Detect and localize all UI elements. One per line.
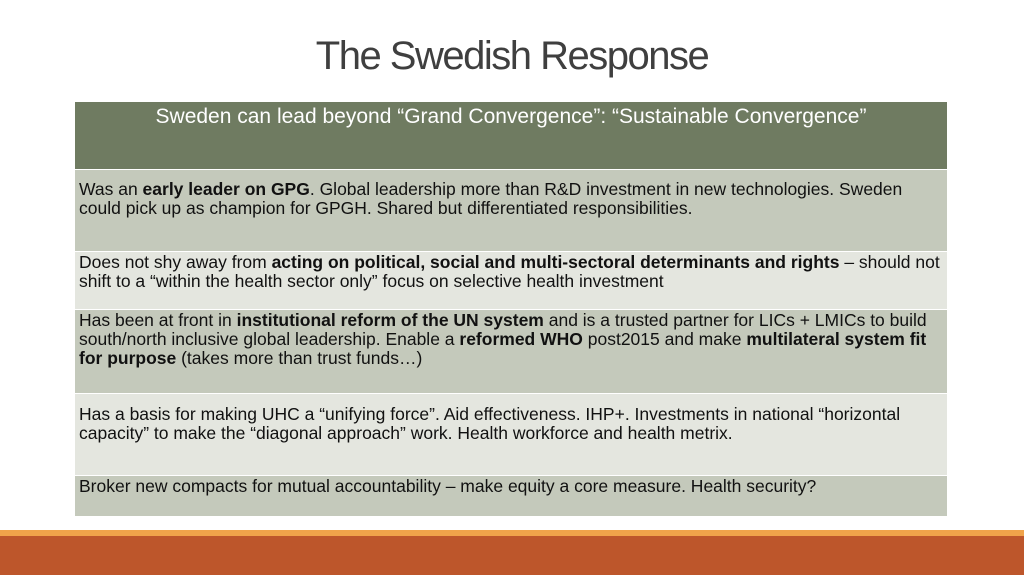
text-segment: Has been at front in xyxy=(79,310,237,330)
table-row xyxy=(75,394,947,476)
table-row xyxy=(75,252,947,310)
table-row xyxy=(75,476,947,517)
text-segment: Has a basis for making UHC a “unifying force”. Aid effectiveness. IHP+. Investments in national “horizontal capacity” to make the “diagonal approach” work. Health workforce and health metrix. xyxy=(79,404,901,443)
text-segment: (takes more than trust funds…) xyxy=(176,348,423,368)
bold-text-segment: acting on political, social and multi-sectoral determinants and rights xyxy=(271,252,840,272)
bold-text-segment: institutional reform of the UN system xyxy=(236,310,544,330)
content-table xyxy=(75,102,947,517)
table-header: Sweden can lead beyond “Grand Convergence”: “Sustainable Convergence” xyxy=(75,102,947,170)
bold-text-segment: early leader on GPG xyxy=(142,179,310,199)
footer-bar xyxy=(0,536,1024,575)
text-segment: – should not shift to a “within the health sector only” focus on selective health investment xyxy=(79,252,940,291)
text-segment: and is a trusted partner for LICs + LMICs to build south/north inclusive global leadership. Enable a xyxy=(79,310,927,349)
slide-title: The Swedish Response xyxy=(315,34,709,78)
text-segment: Does not shy away from xyxy=(79,252,272,272)
bold-text-segment: multilateral system fit for purpose xyxy=(79,329,927,368)
bold-text-segment: reformed WHO xyxy=(459,329,583,349)
text-segment: Broker new compacts for mutual accountability – make equity a core measure. Health security? xyxy=(79,476,817,496)
text-segment: post2015 and make xyxy=(582,329,747,349)
table-row xyxy=(75,310,947,394)
text-segment: . Global leadership more than R&D investment in new technologies. Sweden could pick up as champion for GPGH. Shared but differentiated responsibilities. xyxy=(79,179,903,218)
table-row xyxy=(75,170,947,252)
text-segment: Was an xyxy=(79,179,143,199)
